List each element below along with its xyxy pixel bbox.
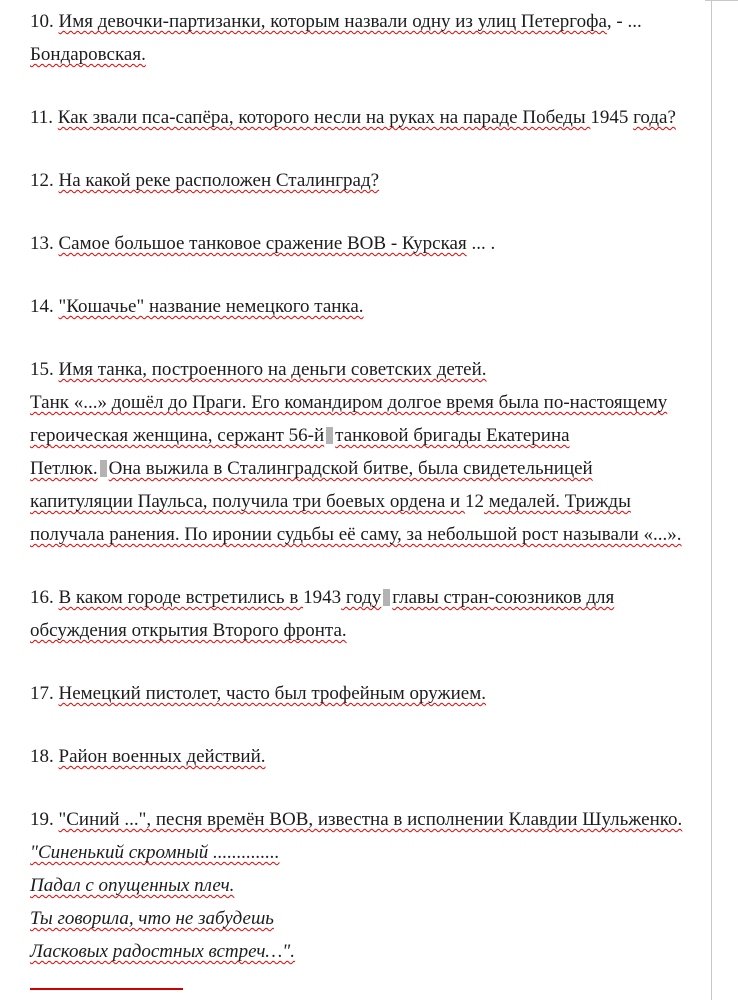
text-line	[30, 935, 705, 968]
text-segment: "Кошачье" название немецкого танка.	[58, 296, 364, 317]
text-segment: 14.	[30, 296, 59, 317]
text-segment: 12.	[30, 170, 59, 191]
page-edge-top	[705, 0, 738, 1]
question-13-paragraph	[30, 227, 705, 260]
question-16-paragraph	[30, 581, 705, 647]
text-segment: Имя танка, построенного на деньги советских детей.	[58, 359, 487, 380]
text-line	[30, 836, 705, 869]
question-10-paragraph	[30, 5, 705, 71]
text-segment: 13.	[30, 233, 59, 254]
text-line	[30, 353, 705, 386]
question-12-paragraph	[30, 164, 705, 197]
text-segment: героическая женщина, сержант 56-й	[30, 425, 325, 446]
text-line	[30, 869, 705, 902]
text-segment: Ласковых радостных встреч…".	[30, 941, 296, 962]
text-line	[30, 614, 705, 647]
text-segment: 16.	[30, 587, 59, 608]
text-line	[30, 227, 705, 260]
text-segment: "Синенький скромный ..............	[30, 842, 280, 863]
text-segment: 11.	[30, 107, 58, 128]
spellcheck-underline-fragment	[30, 988, 183, 990]
text-segment: На какой реке расположен Сталинград?	[58, 170, 380, 191]
text-segment: Падал с опущенных плеч.	[30, 875, 235, 896]
formatting-mark	[383, 589, 390, 606]
page-edge-right	[711, 0, 712, 1000]
text-segment: Петлюк.	[30, 458, 98, 479]
text-segment: Как звали пса-сапёра, которого несли на руках на параде Победы	[57, 107, 591, 128]
text-line	[30, 581, 705, 614]
text-line	[30, 290, 705, 323]
text-line	[30, 101, 705, 134]
text-line	[30, 485, 705, 518]
formatting-mark	[326, 427, 333, 444]
text-segment: Район военных действий.	[58, 746, 266, 767]
text-segment: года?	[633, 107, 676, 128]
question-11-paragraph	[30, 101, 705, 134]
question-14-paragraph	[30, 290, 705, 323]
text-segment: медалей. Трижды	[483, 491, 631, 512]
text-segment: ... .	[466, 233, 496, 254]
text-line	[30, 803, 705, 836]
text-line	[30, 677, 705, 710]
text-line	[30, 518, 705, 551]
question-19-paragraph	[30, 803, 705, 968]
text-line	[30, 452, 705, 485]
question-15-paragraph	[30, 353, 705, 386]
text-segment: Танк «...» дошёл до Праги. Его командиром долгое время была по-настоящему	[30, 392, 668, 413]
formatting-mark	[100, 460, 107, 477]
text-segment: капитуляции Паульса, получила три боевых ордена и	[30, 491, 465, 512]
text-segment: 10.	[30, 11, 59, 32]
text-segment: В каком городе встретились в	[58, 587, 304, 608]
text-segment: танковой бригады Екатерина	[335, 425, 570, 446]
text-segment: , - ...	[606, 11, 642, 32]
text-line	[30, 38, 705, 71]
text-segment: Бондаровская.	[30, 44, 146, 65]
text-segment: Имя девочки-партизанки, которым назвали одну из улиц Петергофа	[58, 11, 607, 32]
question-15-note-paragraph	[30, 386, 705, 551]
text-line	[30, 419, 705, 452]
text-segment: 15.	[30, 359, 59, 380]
text-segment: 19.	[30, 809, 59, 830]
text-line	[30, 740, 705, 773]
question-18-paragraph	[30, 740, 705, 773]
question-17-paragraph	[30, 677, 705, 710]
text-segment: получала ранения. По иронии судьбы её саму, за небольшой рост называли «...».	[30, 524, 682, 545]
text-segment: 1945	[590, 107, 634, 128]
text-segment: обсуждения открытия Второго фронта.	[30, 620, 347, 641]
text-segment: Ты говорила, что не забудешь	[30, 908, 274, 929]
text-line	[30, 164, 705, 197]
text-line	[30, 386, 705, 419]
text-line	[30, 5, 705, 38]
text-segment: главы стран-союзников для	[392, 587, 615, 608]
text-segment: Самое большое танковое сражение ВОВ - Курская	[58, 233, 467, 254]
text-segment: 12	[464, 491, 484, 512]
text-line	[30, 902, 705, 935]
text-segment: 1943	[303, 587, 342, 608]
text-segment: 18.	[30, 746, 59, 767]
text-segment: 17.	[30, 683, 59, 704]
text-segment: году	[341, 587, 382, 608]
text-segment: Немецкий пистолет, часто был трофейным оружием.	[58, 683, 486, 704]
text-segment: "Синий ...", песня времён ВОВ, известна в исполнении Клавдии Шульженко.	[58, 809, 683, 830]
text-segment: Она выжила в Сталинградской битве, была свидетельницей	[108, 458, 593, 479]
